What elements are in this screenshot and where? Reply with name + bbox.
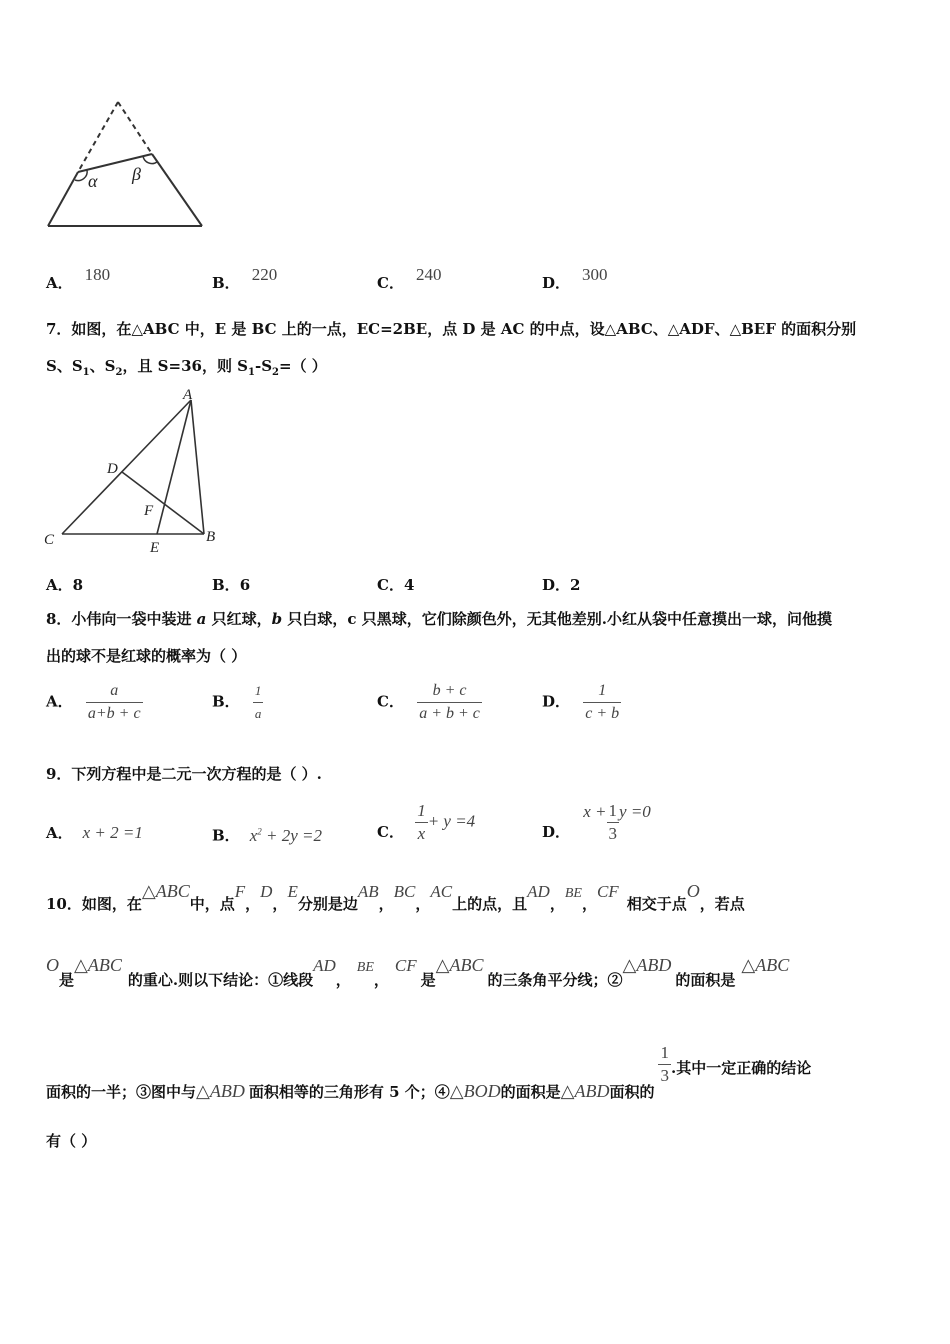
q9-option-b[interactable]: B． $x^2 + 2y =2$ [212,825,322,845]
q10-line2: O是△ABC的重心.则以下结论：①线段AD，BE，CF是△ABC的三条角平分线；②△ABD的面积是△ABC [46,955,790,989]
q7-option-c[interactable]: C．4 [377,576,415,594]
q7-stem-line1: 7．如图，在△ABC 中，E 是 BC 上的一点，EC=2BE，点 D 是 AC 的中点，设△ABC、△ADF、△BEF 的面积分别 [46,320,857,338]
q8-option-c[interactable]: C． $\frac{b + c}{a + b + c}$ [377,682,480,722]
right-edge [152,154,202,226]
q7-stem-line2: S、$S_1$、$S_2$，且 S=36，则 $S_1-S_2=$（ ） [46,357,327,378]
label-b: B [206,529,216,545]
edge-ab [191,400,204,534]
q8-option-a[interactable]: A． $\frac{a}{a+b + c}$ [46,682,141,722]
q7-figure [40,384,225,559]
segment-ae [157,400,191,534]
q10-line4: 有（ ） [46,1132,97,1150]
dashed-right-edge [118,102,152,154]
left-edge [48,172,78,226]
label-f: F [144,503,154,519]
q6-option-d[interactable]: D． 300 [542,265,608,292]
q6-figure [40,96,215,236]
edge-ac [62,400,191,534]
q9-stem: 9．下列方程中是二元一次方程的是（ ）. [46,765,322,783]
q10-line3: 面积的一半；③图中与△ABD 面积相等的三角形有 5 个；④△BOD的面积是△ABD面积的 $\frac{1}{3}$ .其中一定正确的结论 [46,1043,812,1101]
q9-option-d[interactable]: D． x + $\frac{1}{3}$ y =0 [542,801,651,843]
q6-option-c[interactable]: C． 240 [377,265,442,292]
q6-option-a[interactable]: A． 180 [46,265,111,292]
q7-option-d[interactable]: D．2 [542,576,581,594]
q8-stem-line2: 出的球不是红球的概率为（ ） [46,647,247,665]
q8-option-d[interactable]: D． $\frac{1}{c + b}$ [542,682,620,722]
q7-option-a[interactable]: A．8 [46,576,84,594]
label-e: E [150,540,160,556]
label-c: C [44,532,55,548]
q9-option-c[interactable]: C． $\frac{1}{x}$ + y =4 [377,801,476,843]
q6-option-b[interactable]: B． 220 [212,265,278,292]
label-a: A [183,387,193,403]
segment-db [122,472,204,534]
beta-label: β [132,164,141,184]
q8-option-b[interactable]: B． $\frac{1}{a}$ [212,680,263,725]
dashed-left-edge [78,102,118,172]
q10-line1: 10．如图，在△ABC中，点F，D，E分别是边AB，BC，AC上的点，且AD，BE，CF相交于点O，若点 [46,881,745,913]
q7-option-b[interactable]: B．6 [212,576,251,594]
q8-stem-line1: 8．小伟向一袋中装进 a 只红球，b 只白球，c 只黑球，它们除颜色外，无其他差别.小红从袋中任意摸出一球，问他摸 [46,610,832,628]
alpha-label: α [88,171,98,191]
label-d: D [107,461,118,477]
q9-option-a[interactable]: A． x + 2 =1 [46,823,143,842]
